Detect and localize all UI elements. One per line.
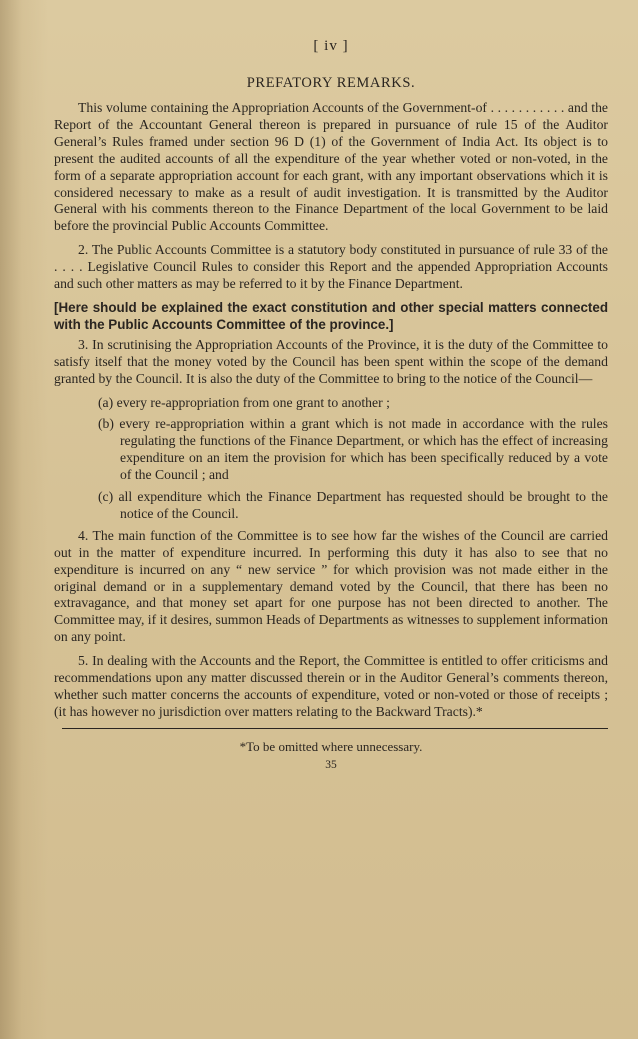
page-number: 35 xyxy=(325,758,337,771)
page-heading: PREFATORY REMARKS. xyxy=(246,75,416,91)
page-mark: [ iv ] xyxy=(313,38,349,54)
paragraph-5: 5. In dealing with the Accounts and the Report, the Committee is entitled to offer criticisms and recommendations upon any matter discussed therein or in the Auditor General’s comments thereon, whether such matter concerns the accounts of expenditure, voted or non-voted or those of receipts ; (it has however no jurisdiction over matters relating to the Backward Tracts).* xyxy=(54,653,608,719)
footnote-divider xyxy=(62,728,608,729)
paragraph-2: 2. The Public Accounts Committee is a statutory body constituted in pursuance of rule 33 of the . . . . Legislative Council Rules to consider this Report and the appended Appropriation Accounts and such other matters as may be referred to it by the Finance Department. xyxy=(54,242,608,292)
paragraph-3: 3. In scrutinising the Appropriation Accounts of the Province, it is the duty of the Committee to satisfy itself that the money voted by the Council has been spent within the scope of the demand granted by the Council. It is also the duty of the Committee to bring to the notice of the Council— xyxy=(54,336,608,386)
list-item-c: (c) all expenditure which the Finance Department has requested should be brought to the notice of the Council. xyxy=(98,489,608,521)
editorial-note: [Here should be explained the exact constitution and other special matters connected with the Public Accounts Committee of the province.] xyxy=(54,299,608,332)
list-item-a: (a) every re-appropriation from one grant to another ; xyxy=(98,394,390,410)
footnote: *To be omitted where unnecessary. xyxy=(239,738,423,754)
list-item-b: (b) every re-appropriation within a grant which is not made in accordance with the rules regulating the functions of the Finance Department, or which has the effect of increasing expenditure on an item the provision for which has been specifically reduced by a vote of the Council ; and xyxy=(98,416,608,483)
paragraph-1: This volume containing the Appropriation Accounts of the Government-of . . . . . . . . . . . and the Report of the Accountant General thereon is prepared in pursuance of rule 15 of the Auditor General’s Rules framed under section 96 D (1) of the Government of India Act. Its object is to present the audited accounts of all the expenditure of the year whether voted or non-voted, in the form of a separate appropriation account for each grant, with any important observations which it is considered necessary to make as a result of audit investigation. It is transmitted by the Auditor General with his comments thereon to the Finance Department of the local Government to be laid before the provincial Public Accounts Committee. xyxy=(54,100,608,234)
paragraph-4: 4. The main function of the Committee is to see how far the wishes of the Council are carried out in the matter of expenditure incurred. In performing this duty it has also to see that no expenditure is incurred on any “ new service ” for which provision was not made either in the original demand or in a supplementary demand voted by the Council, that there has been no extravagance, and that money set apart for one purpose has not been directed to another. The Committee may, if it desires, summon Heads of Departments as witnesses to supplement information on any point. xyxy=(54,527,608,645)
